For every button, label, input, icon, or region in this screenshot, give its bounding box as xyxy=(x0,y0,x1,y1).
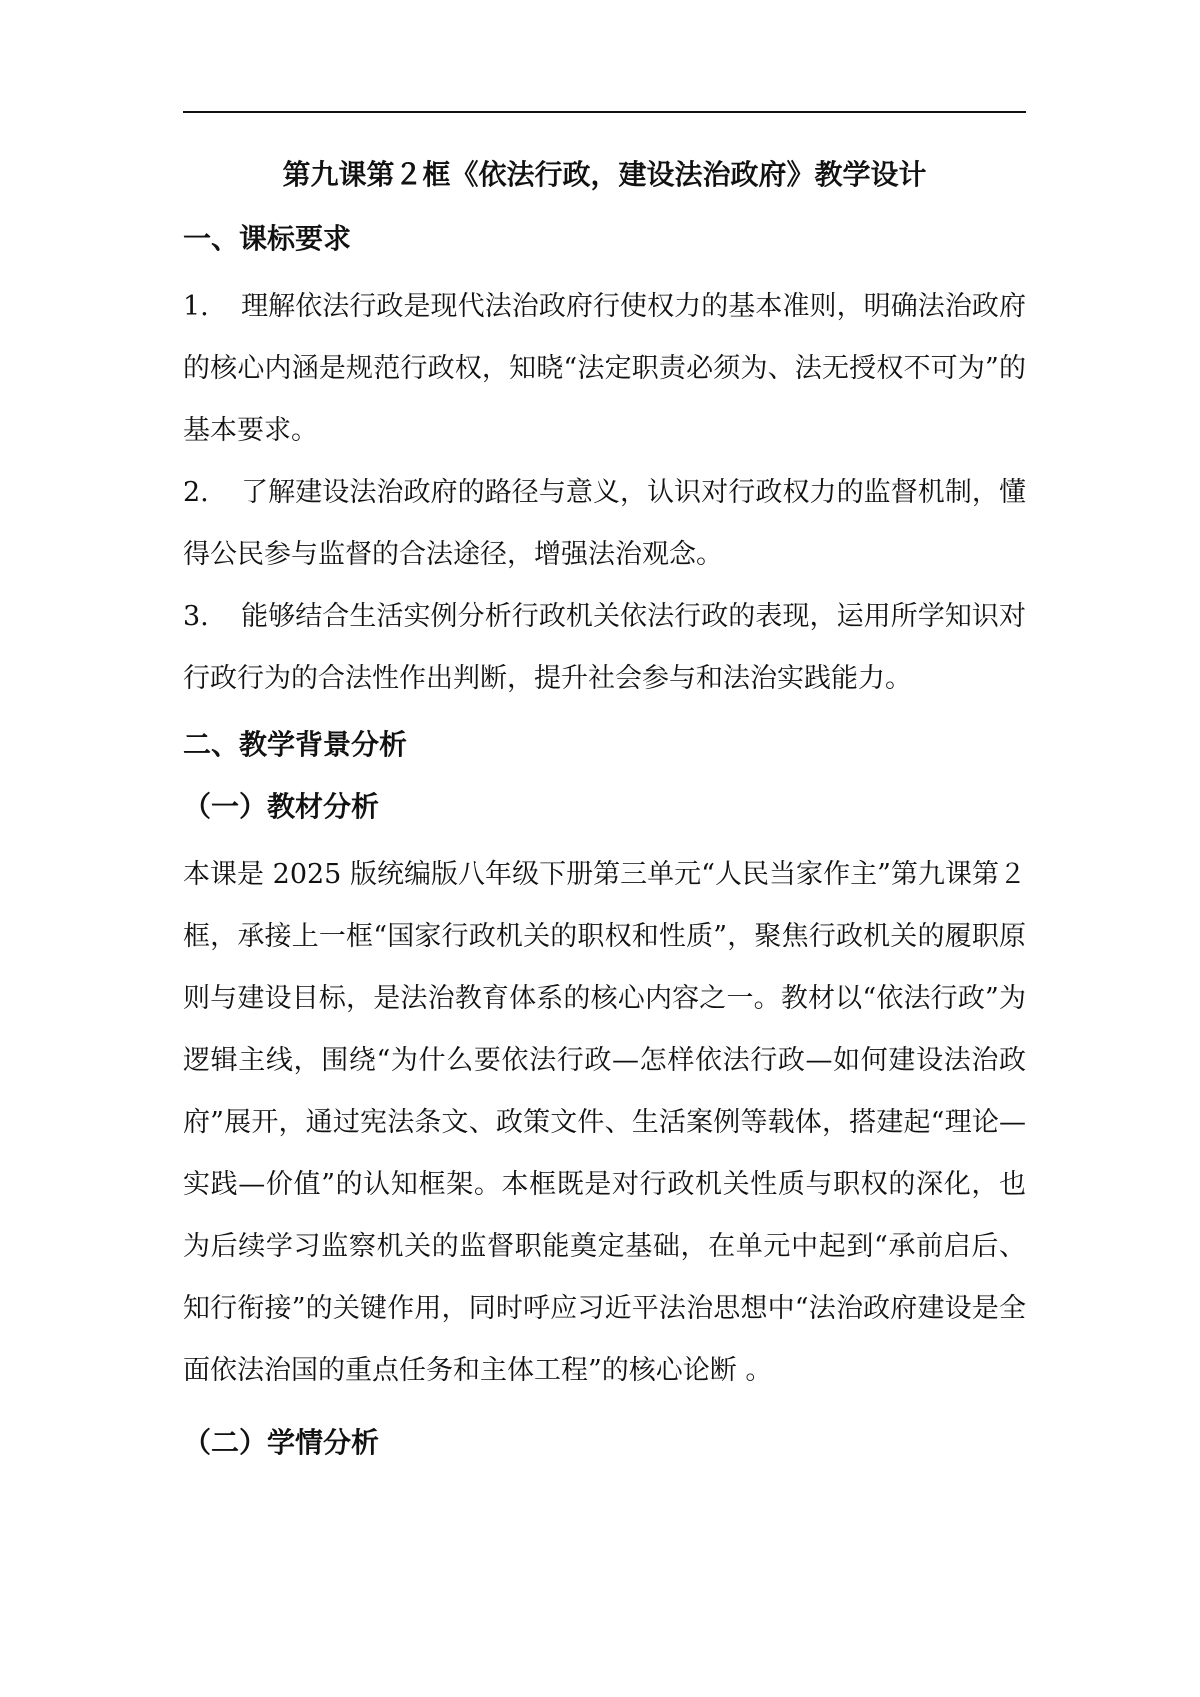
subsection-heading-students: （二）学情分析 xyxy=(183,1426,380,1459)
document-body xyxy=(183,150,1026,1480)
list-item-number: 1. xyxy=(183,291,209,322)
paragraph-textbook-analysis: 本课是 2025 版统编版八年级下册第三单元“人民当家作主”第九课第２框，承接上一框“国家行政机关的职权和性质”，聚焦行政机关的履职原则与建设目标，是法治教育体系的核心内容之一。教材以“依法行政”为逻辑主线，围绕“为什么要依法行政—怎样依法行政—如何建设法治政府”展开，通过宪法条文、政策文件、生活案例等载体，搭建起“理论—实践—价值”的认知框架。本框既是对行政机关性质与职权的深化，也为后续学习监察机关的监督职能奠定基础，在单元中起到“承前启后、知行衔接”的关键作用，同时呼应习近平法治思想中“法治政府建设是全面依法治国的重点任务和主体工程”的核心论断 。 xyxy=(183,859,1026,1386)
list-item-number: 3. xyxy=(183,601,209,632)
header-rule xyxy=(183,111,1026,113)
list-item-text: 能够结合生活实例分析行政机关依法行政的表现，运用所学知识对行政行为的合法性作出判断，提升社会参与和法治实践能力。 xyxy=(183,601,1026,694)
section-heading-background: 二、教学背景分析 xyxy=(183,728,408,761)
list-item xyxy=(183,276,1026,462)
list-item-text: 了解建设法治政府的路径与意义，认识对行政权力的监督机制，懂得公民参与监督的合法途径，增强法治观念。 xyxy=(183,477,1026,570)
list-item-text: 理解依法行政是现代法治政府行使权力的基本准则，明确法治政府的核心内涵是规范行政权，知晓“法定职责必须为、法无授权不可为”的基本要求。 xyxy=(183,291,1026,446)
list-item xyxy=(183,462,1026,586)
document-title: 第九课第２框《依法行政，建设法治政府》教学设计 xyxy=(282,158,927,191)
section-heading-curriculum: 一、课标要求 xyxy=(183,222,352,255)
subsection-heading-textbook: （一）教材分析 xyxy=(183,790,380,823)
list-item xyxy=(183,586,1026,710)
list-item-number: 2. xyxy=(183,477,209,508)
